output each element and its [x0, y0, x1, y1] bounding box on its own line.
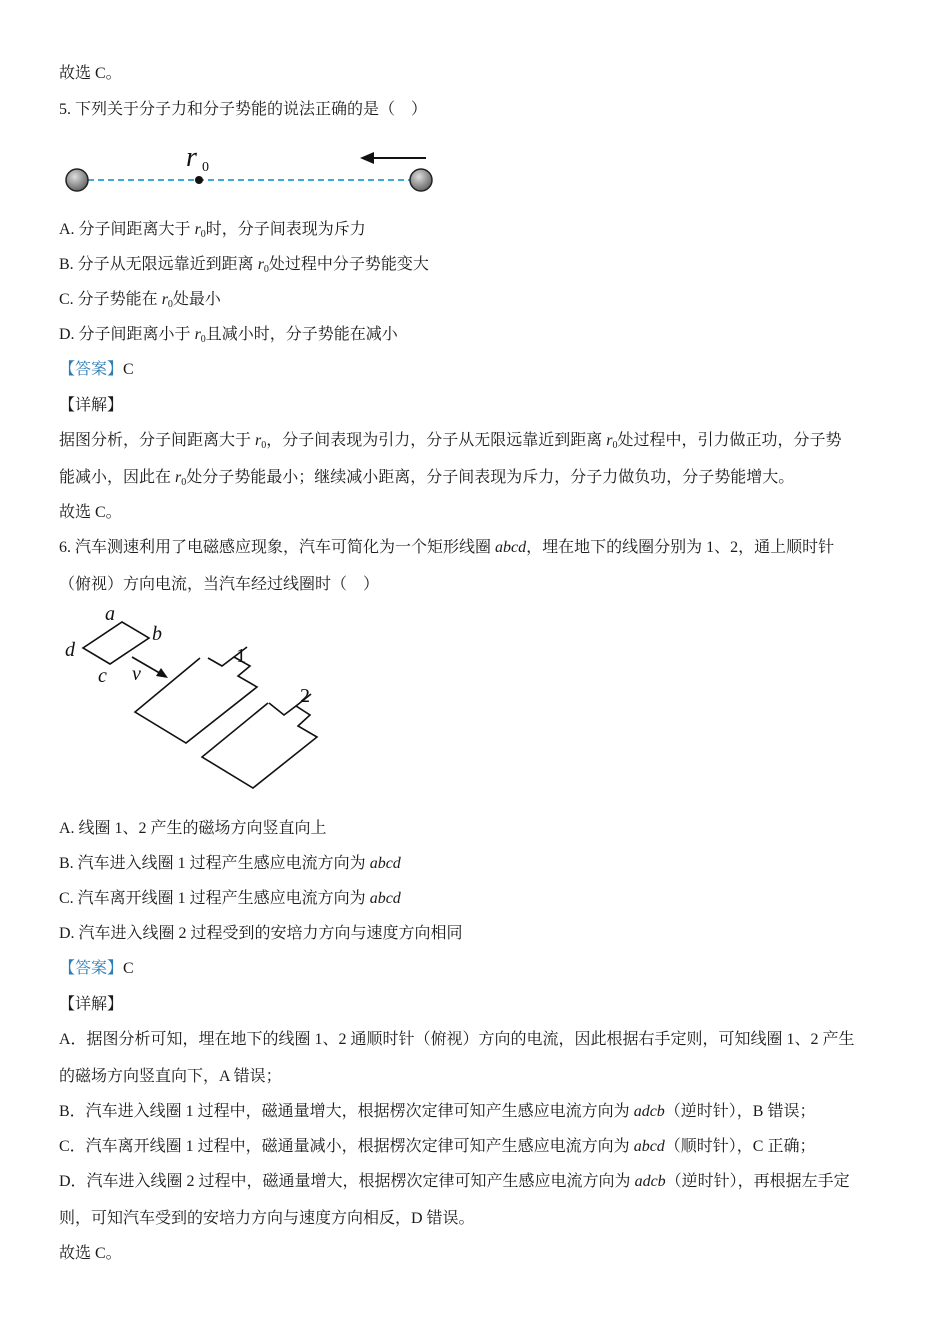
q5-answer: 【答案】C: [59, 361, 134, 378]
q6-option-d: D. 汽车进入线圈 2 过程受到的安培力方向与速度方向相同: [59, 925, 463, 942]
q5-option-a: A. 分子间距离大于 $r_0$时，分子间表现为斥力: [59, 221, 366, 240]
q6-explain-a-line2: 的磁场方向竖直向下，A 错误；: [59, 1068, 282, 1085]
coil-1-label: 1: [236, 645, 246, 667]
q6-explain-tag: 【详解】: [59, 996, 124, 1013]
q6-explain-d-line1: D．汽车进入线圈 2 过程中，磁通量增大，根据楞次定律可知产生感应电流方向为 adcb（逆时针），再根据左手定: [59, 1173, 850, 1190]
q5-explain-line1: 据图分析，分子间距离大于 $r_0$，分子间表现为引力，分子从无限远靠近到距离 $r_0$处过程中，引力做正功，分子势: [59, 432, 842, 451]
q6-stem-line2: （俯视）方向电流，当汽车经过线圈时（ ）: [59, 576, 380, 593]
q5-stem: 5. 下列关于分子力和分子势能的说法正确的是（ ）: [59, 101, 428, 118]
q6-option-c: C. 汽车离开线圈 1 过程产生感应电流方向为 abcd: [59, 890, 401, 907]
label-d: d: [65, 639, 75, 661]
q5-molecule-figure: [60, 140, 440, 200]
car-loop: [83, 622, 149, 664]
molecule-right: [410, 169, 432, 191]
q6-explain-c: C．汽车离开线圈 1 过程中，磁通量减小，根据楞次定律可知产生感应电流方向为 abcd（顺时针），C 正确；: [59, 1138, 816, 1155]
q6-explain-b: B．汽车进入线圈 1 过程中，磁通量增大，根据楞次定律可知产生感应电流方向为 adcb（逆时针），B 错误；: [59, 1103, 816, 1120]
coil-2-label: 2: [300, 685, 310, 707]
q5-conclusion: 故选 C。: [59, 504, 122, 521]
label-v: v: [132, 663, 141, 685]
q6-answer: 【答案】C: [59, 960, 134, 977]
r0-label: r: [186, 142, 197, 173]
q5-option-b: B. 分子从无限远靠近到距离 $r_0$处过程中分子势能变大: [59, 256, 429, 275]
q6-stem-line1: 6. 汽车测速利用了电磁感应现象，汽车可简化为一个矩形线圈 abcd，埋在地下的线圈分别为 1、2，通上顺时针: [59, 539, 835, 556]
q5-explain-line2: 能减小，因此在 $r_0$处分子势能最小；继续减小距离，分子间表现为斥力，分子力做负功，分子势能增大。: [59, 469, 795, 488]
molecule-left: [66, 169, 88, 191]
q6-option-b: B. 汽车进入线圈 1 过程产生感应电流方向为 abcd: [59, 855, 401, 872]
label-a: a: [105, 603, 115, 625]
r0-label-sub: 0: [202, 160, 209, 175]
q6-coil-figure: [60, 600, 340, 800]
q6-option-a: A. 线圈 1、2 产生的磁场方向竖直向上: [59, 820, 327, 837]
q5-option-d: D. 分子间距离小于 $r_0$且减小时，分子势能在减小: [59, 326, 398, 345]
q6-explain-d-line2: 则，可知汽车受到的安培力方向与速度方向相反，D 错误。: [59, 1210, 475, 1227]
label-c: c: [98, 665, 107, 687]
label-b: b: [152, 623, 162, 645]
conclusion-text: 故选 C。: [59, 65, 122, 82]
q5-explain-tag: 【详解】: [59, 397, 124, 414]
q6-conclusion: 故选 C。: [59, 1245, 122, 1262]
equilibrium-point: [195, 176, 203, 184]
arrow-head-icon: [360, 152, 374, 164]
q6-explain-a-line1: A．据图分析可知，埋在地下的线圈 1、2 通顺时针（俯视）方向的电流，因此根据右手定则，可知线圈 1、2 产生: [59, 1031, 855, 1048]
q5-option-c: C. 分子势能在 $r_0$处最小: [59, 291, 221, 310]
velocity-arrow-head-icon: [156, 668, 168, 678]
coil-2: [202, 703, 317, 788]
